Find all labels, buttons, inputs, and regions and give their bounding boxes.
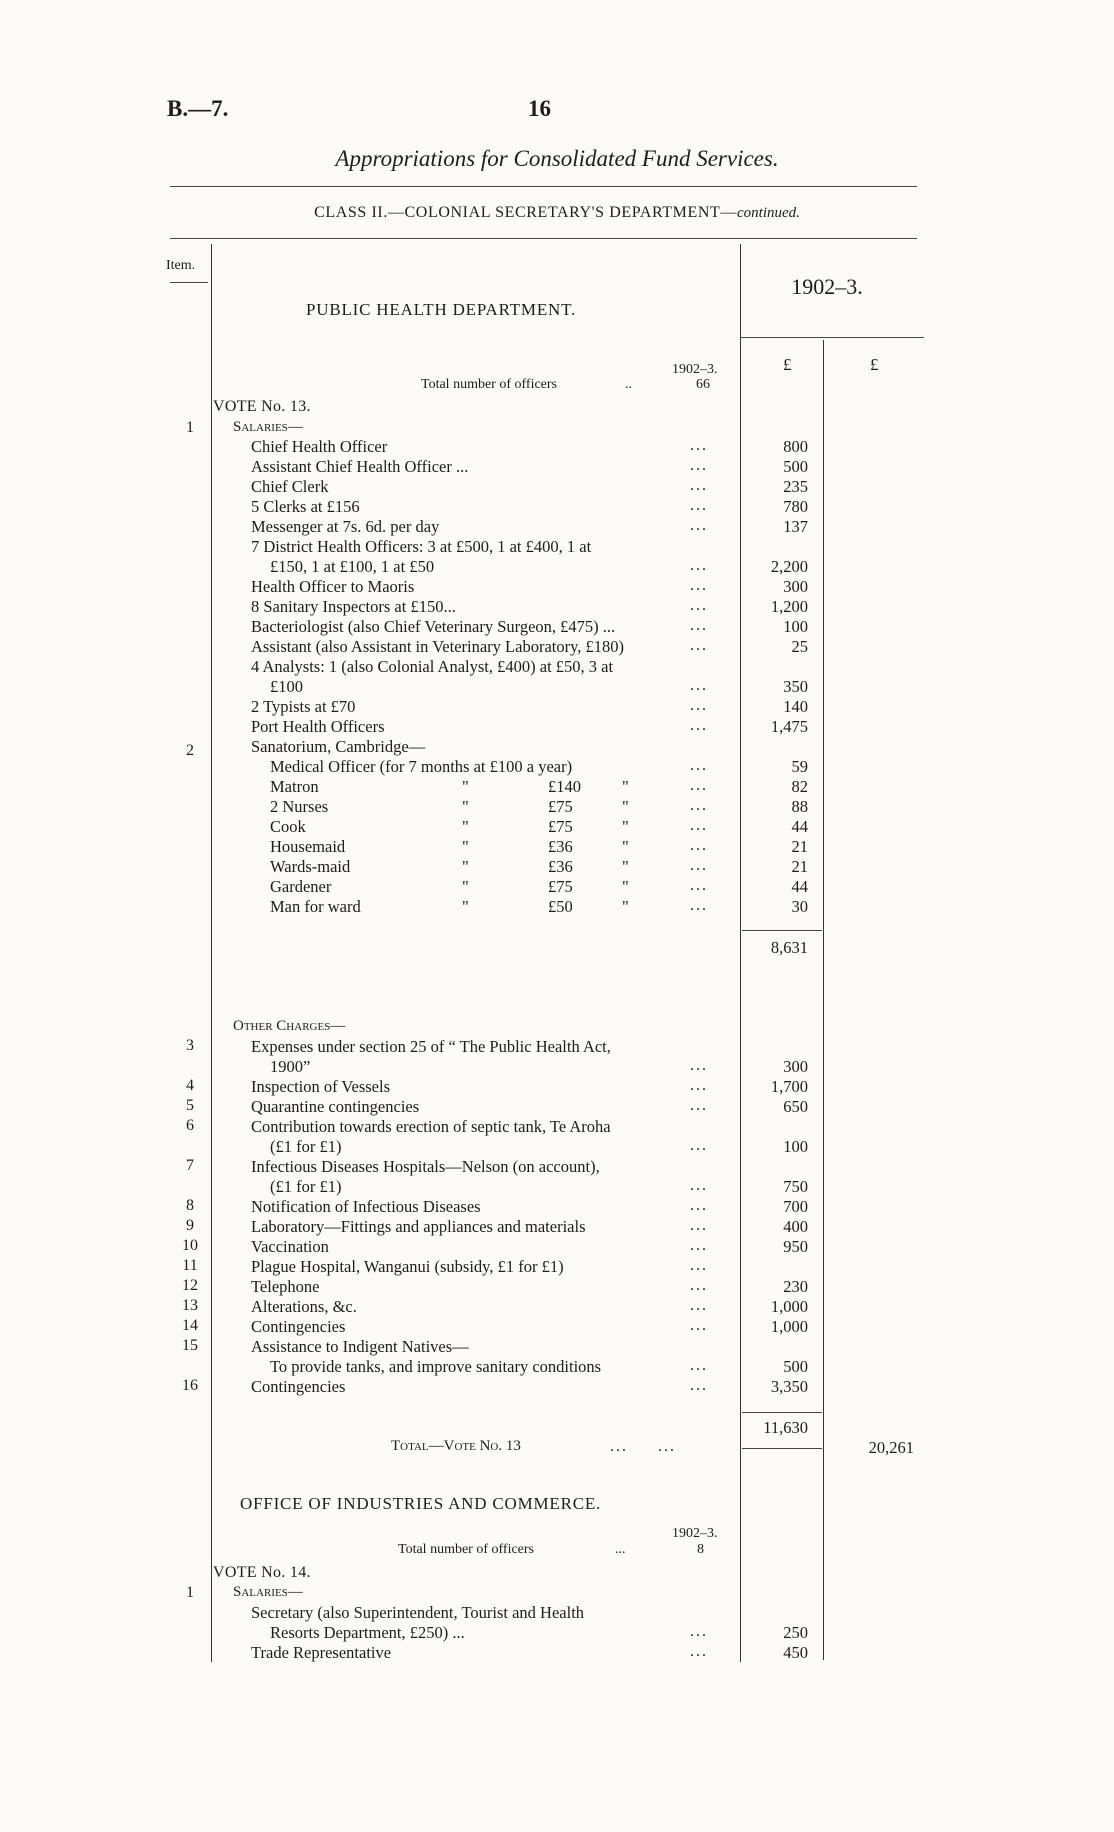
section-heading-public-health: PUBLIC HEALTH DEPARTMENT. [306,300,577,319]
sanatorium-line-amount: 88 [791,797,808,816]
sanatorium-line-amount: 44 [791,877,808,896]
other-charge-label: Plague Hospital, Wanganui (subsidy, £1 for £1) [251,1257,564,1276]
sanatorium-line-label: Gardener [270,877,332,896]
other-charge-amount: 3,350 [770,1377,808,1396]
item-number: 10 [182,1237,198,1254]
item-header-rule [170,282,208,283]
leader-dots: ... [690,597,708,614]
leader-dots: ... [690,837,708,854]
industries-line-amount: 450 [783,1643,808,1662]
ditto-mark: " [622,777,629,796]
other-charge-label: (£1 for £1) [270,1177,342,1196]
item-number: 6 [186,1117,194,1134]
leader-dots: ... [690,1077,708,1094]
officers-label: Total number of officers [421,377,557,392]
salary-line-amount: 137 [783,517,808,536]
sanatorium-rate: £36 [548,837,573,856]
salaries-heading: Salaries— [233,1584,303,1600]
sanatorium-line-amount: 30 [791,897,808,916]
sanatorium-line-label: Matron [270,777,319,796]
salary-line-label: Assistant (also Assistant in Veterinary Laboratory, £180) [251,637,625,656]
industries-line-amount: 250 [783,1623,808,1642]
item-number: 3 [186,1037,194,1054]
ditto-mark: " [462,817,469,836]
leader-dots: ... [690,1137,708,1154]
item-number: 4 [186,1077,194,1094]
salary-line-amount: 350 [783,677,808,696]
leader-dots: ... [615,1542,626,1557]
sanatorium-line-label: Housemaid [270,837,346,856]
other-charge-label: Assistance to Indigent Natives— [251,1337,469,1356]
leader-dots: ... [690,1357,708,1374]
page-number: 16 [528,96,551,121]
salary-line-label: 5 Clerks at £156 [251,497,360,516]
sanatorium-line-label: 2 Nurses [270,797,329,816]
other-charge-label: 1900” [270,1057,311,1076]
leader-dots: ... [690,897,708,914]
sanatorium-line-label: Medical Officer (for 7 months at £100 a year) [270,757,573,776]
officers-label: Total number of officers [398,1542,534,1557]
other-charge-label: Contribution towards erection of septic tank, Te Aroha [251,1117,611,1136]
salary-line-amount: 235 [783,477,808,496]
sanatorium-rate: £140 [548,777,581,796]
sanatorium-rate: £36 [548,857,573,876]
sanatorium-rate: £75 [548,817,573,836]
sanatorium-line-label: Cook [270,817,306,836]
sanatorium-rate: £75 [548,797,573,816]
item-number: 1 [186,419,194,436]
other-charge-amount: 230 [783,1277,808,1296]
ditto-mark: " [462,797,469,816]
item-number: 2 [186,742,194,759]
other-charge-amount: 1,000 [770,1297,808,1316]
salary-line-amount: 140 [783,697,808,716]
officers-year: 1902–3. [672,1526,718,1541]
leader-dots: ... [690,1237,708,1254]
salary-line-amount: 1,475 [770,717,808,736]
year-header: 1902–3. [791,274,863,299]
item-number: 7 [186,1157,194,1174]
item-number: 16 [182,1377,198,1394]
other-charge-amount: 1,700 [770,1077,808,1096]
leader-dots: ... [690,517,708,534]
salaries-heading: Salaries— [233,419,303,435]
item-number: 9 [186,1217,194,1234]
leader-dots: ... [690,757,708,774]
class-heading-continued: continued. [737,205,800,221]
leader-dots: ... [690,1257,708,1274]
salary-line-label: 8 Sanitary Inspectors at £150... [251,597,456,616]
salary-line-label: Chief Clerk [251,477,329,496]
leader-dots: ... [690,1623,708,1640]
other-charges-total: 11,630 [763,1418,808,1437]
other-charge-label: Expenses under section 25 of “ The Public Health Act, [251,1037,611,1056]
other-charge-label: Notification of Infectious Diseases [251,1197,481,1216]
other-charge-amount: 650 [783,1097,808,1116]
industries-line-label: Trade Representative [251,1643,392,1662]
other-charge-label: Alterations, &c. [251,1297,357,1316]
sanatorium-line-amount: 21 [791,837,808,856]
vote-heading: VOTE No. 14. [213,1564,311,1581]
leader-dots: ... [690,437,708,454]
other-charge-label: Laboratory—Fittings and appliances and materials [251,1217,586,1236]
other-charge-amount: 500 [783,1357,808,1376]
leader-dots: ... [690,1277,708,1294]
salary-line-label: £150, 1 at £100, 1 at £50 [270,557,435,576]
salary-line-label: Port Health Officers [251,717,385,736]
leader-dots: ... [690,497,708,514]
other-charge-amount: 950 [783,1237,808,1256]
subtotal-rule [742,1448,822,1449]
other-charge-amount: 750 [783,1177,808,1196]
ditto-mark: " [622,837,629,856]
leader-dots: .. [625,377,632,392]
ditto-mark: " [462,857,469,876]
salary-line-label: £100 [270,677,303,696]
class-heading-main: CLASS II.—COLONIAL SECRETARY'S DEPARTMENT— [314,204,737,221]
item-number: 15 [182,1337,198,1354]
other-charge-label: To provide tanks, and improve sanitary conditions [270,1357,602,1376]
ditto-mark: " [622,877,629,896]
officers-count: 8 [697,1542,704,1557]
other-charge-amount: 300 [783,1057,808,1076]
ditto-mark: " [462,897,469,916]
ditto-mark: " [622,817,629,836]
leader-dots: ... [690,797,708,814]
item-number: 8 [186,1197,194,1214]
industries-line-label: Resorts Department, £250) ... [270,1623,465,1642]
leader-dots: ... [690,697,708,714]
leader-dots: ... [690,477,708,494]
leader-dots: ... [690,1057,708,1074]
leader-dots: ... [690,1317,708,1334]
item-number: 14 [182,1317,198,1334]
sanatorium-rate: £75 [548,877,573,896]
salary-line-amount: 1,200 [770,597,808,616]
leader-dots: ... [690,1197,708,1214]
leader-dots: ... [690,577,708,594]
leader-dots: ... [690,1297,708,1314]
leader-dots: ... [690,1643,708,1660]
leader-dots: ... [690,677,708,694]
leader-dots: ... [690,857,708,874]
item-number: 5 [186,1097,194,1114]
pound-sign: £ [783,355,792,374]
class-heading [0,204,1114,222]
total-column-rule [823,340,824,1660]
ditto-mark: " [622,857,629,876]
salary-line-label: Assistant Chief Health Officer ... [251,457,469,476]
sanatorium-line-amount: 44 [791,817,808,836]
other-charge-label: Inspection of Vessels [251,1077,391,1096]
salaries-total: 8,631 [770,938,808,957]
salary-line-label: 7 District Health Officers: 3 at £500, 1 at £400, 1 at [251,537,592,556]
page-title: Appropriations for Consolidated Fund Services. [335,146,779,171]
sanatorium-rate: £50 [548,897,573,916]
other-charge-label: Contingencies [251,1317,346,1336]
officers-count: 66 [696,377,710,392]
salary-line-amount: 2,200 [770,557,808,576]
salary-line-label: Health Officer to Maoris [251,577,415,596]
salary-line-label: Messenger at 7s. 6d. per day [251,517,440,536]
leader-dots: ... [690,617,708,634]
pound-sign: £ [870,355,879,374]
other-charge-label: Quarantine contingencies [251,1097,420,1116]
other-charges-heading: Other Charges— [233,1018,346,1034]
rule [170,238,917,239]
sanatorium-line-amount: 82 [791,777,808,796]
other-charge-label: Infectious Diseases Hospitals—Nelson (on account), [251,1157,600,1176]
leader-dots: ... [690,817,708,834]
salary-line-amount: 500 [783,457,808,476]
leader-dots: ... [690,1377,708,1394]
leader-dots: ... [690,557,708,574]
rule [170,186,917,187]
ditto-mark: " [462,877,469,896]
ditto-mark: " [622,897,629,916]
leader-dots: ... [690,457,708,474]
sanatorium-line-label: Man for ward [270,897,361,916]
leader-dots: ... ... [610,1438,676,1455]
other-charge-label: Vaccination [251,1237,329,1256]
subtotal-rule [742,930,822,931]
page-reference: B.—7. [167,96,229,121]
salary-line-amount: 780 [783,497,808,516]
salary-line-amount: 25 [791,637,808,656]
other-charge-label: Contingencies [251,1377,346,1396]
amount-column-rule [740,244,741,1662]
ditto-mark: " [462,837,469,856]
vote-total: 20,261 [868,1438,914,1457]
item-number: 1 [186,1584,194,1601]
leader-dots: ... [690,1097,708,1114]
officers-year: 1902–3. [672,362,718,377]
salary-line-label: Sanatorium, Cambridge— [251,737,426,756]
sanatorium-line-amount: 59 [791,757,808,776]
item-number: 13 [182,1297,198,1314]
other-charge-amount: 700 [783,1197,808,1216]
leader-dots: ... [690,637,708,654]
item-number: 12 [182,1277,198,1294]
salary-line-label: Chief Health Officer [251,437,388,456]
salary-line-amount: 300 [783,577,808,596]
salary-line-amount: 800 [783,437,808,456]
other-charge-label: Telephone [251,1277,320,1296]
subtotal-rule [742,1412,822,1413]
sanatorium-line-label: Wards-maid [270,857,351,876]
other-charge-amount: 1,000 [770,1317,808,1336]
item-header: Item. [166,258,196,273]
leader-dots: ... [690,1217,708,1234]
leader-dots: ... [690,777,708,794]
section-heading-industries: OFFICE OF INDUSTRIES AND COMMERCE. [240,1494,602,1513]
item-column-rule [211,244,212,1662]
ditto-mark: " [622,797,629,816]
item-number: 11 [182,1257,198,1274]
leader-dots: ... [690,717,708,734]
other-charge-label: (£1 for £1) [270,1137,342,1156]
leader-dots: ... [690,1177,708,1194]
industries-line-label: Secretary (also Superintendent, Tourist and Health [251,1603,585,1622]
salary-line-label: Bacteriologist (also Chief Veterinary Surgeon, £475) ... [251,617,616,636]
salary-line-amount: 100 [783,617,808,636]
vote-heading: VOTE No. 13. [213,398,311,415]
year-rule [740,337,924,338]
other-charge-amount: 400 [783,1217,808,1236]
other-charge-amount: 100 [783,1137,808,1156]
salary-line-label: 4 Analysts: 1 (also Colonial Analyst, £400) at £50, 3 at [251,657,614,676]
leader-dots: ... [690,877,708,894]
sanatorium-line-amount: 21 [791,857,808,876]
salary-line-label: 2 Typists at £70 [251,697,356,716]
ditto-mark: " [462,777,469,796]
vote-total-label: Total—Vote No. 13 [391,1438,521,1454]
